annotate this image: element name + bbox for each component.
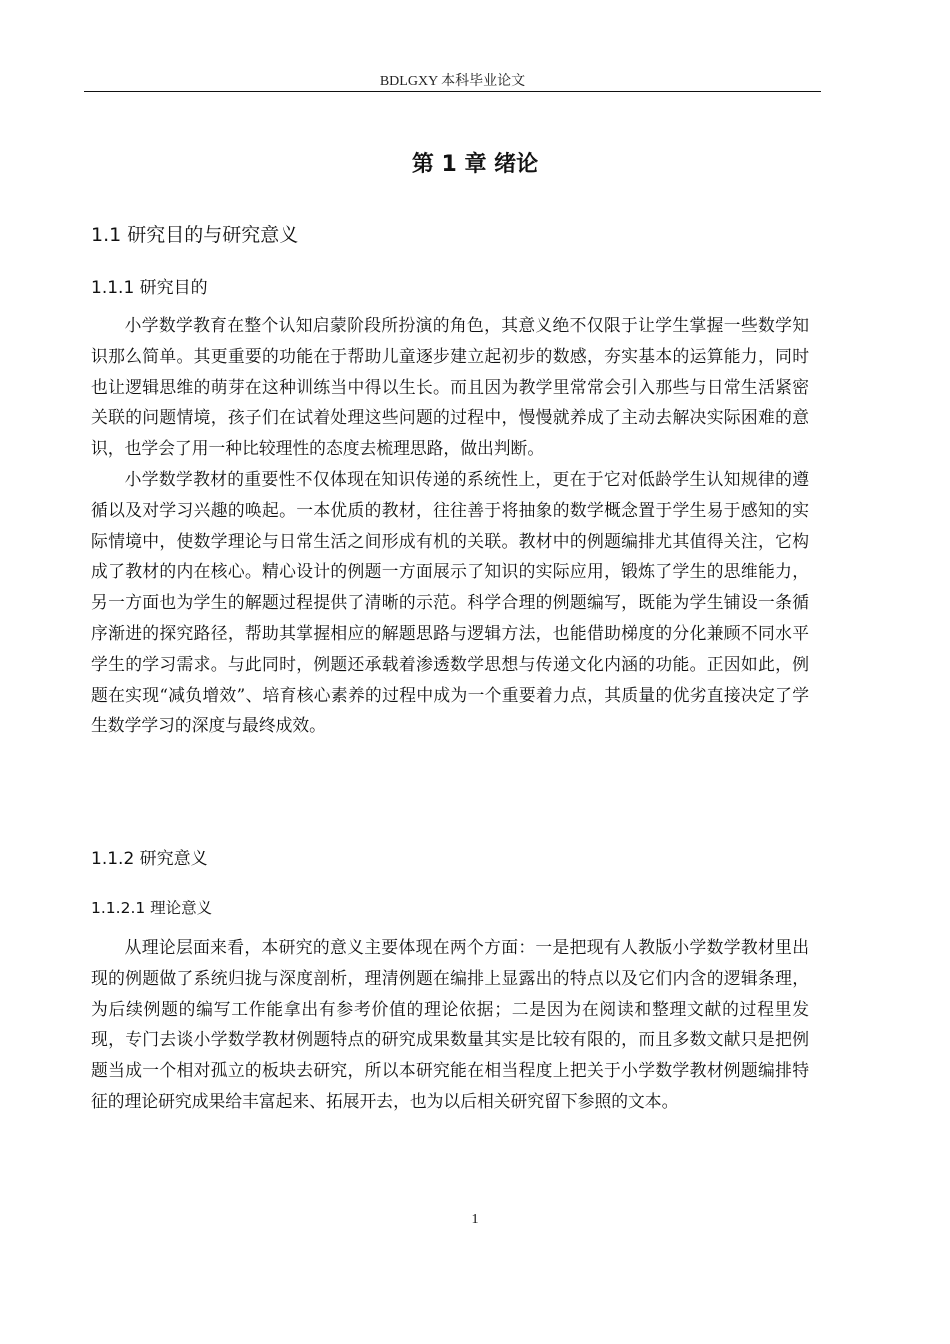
subsection-heading-1-1-1: 1.1.1 研究目的 <box>91 278 208 298</box>
page-number: 1 <box>471 1212 479 1227</box>
paragraph: 小学数学教材的重要性不仅体现在知识传递的系统性上，更在于它对低龄学生认知规律的遵循以及对学习兴趣的唤起。一本优质的教材，往往善于将抽象的数学概念置于学生易于感知的实际情境中，使数学理论与日常生活之间形成有机的关联。教材中的例题编排尤其值得关注，它构成了教材的内在核心。精心设计的例题一方面展示了知识的实际应用，锻炼了学生的思维能力，另一方面也为学生的解题过程提供了清晰的示范。科学合理的例题编写，既能为学生铺设一条循序渐进的探究路径，帮助其掌握相应的解题思路与逻辑方法，也能借助梯度的分化兼顾不同水平学生的学习需求。与此同时，例题还承载着渗透数学思想与传递文化内涵的功能。正因如此，例题在实现“减负增效”、培育核心素养的过程中成为一个重要着力点，其质量的优劣直接决定了学生数学学习的深度与最终成效。 <box>91 468 809 736</box>
paragraph: 小学数学教育在整个认知启蒙阶段所扮演的角色，其意义绝不仅限于让学生掌握一些数学知识那么简单。其更重要的功能在于帮助儿童逐步建立起初步的数感，夯实基本的运算能力，同时也让逻辑思维的萌芽在这种训练当中得以生长。而且因为教学里常常会引入那些与日常生活紧密关联的问题情境，孩子们在试着处理这些问题的过程中，慢慢就养成了主动去解决实际困难的意识，也学会了用一种比较理性的态度去梳理思路，做出判断。 <box>91 315 809 459</box>
chapter-title: 第 1 章 绪论 <box>411 152 539 177</box>
subsubsection-heading-1-1-2-1: 1.1.2.1 理论意义 <box>91 899 213 917</box>
subsection-heading-1-1-2: 1.1.2 研究意义 <box>91 849 208 869</box>
header-rule <box>84 91 821 92</box>
section-heading-1-1: 1.1 研究目的与研究意义 <box>91 224 299 246</box>
paragraph: 从理论层面来看，本研究的意义主要体现在两个方面：一是把现有人教版小学数学教材里出现的例题做了系统归拢与深度剖析，理清例题在编排上显露出的特点以及它们内含的逻辑条理，为后续例题的编写工作能拿出有参考价值的理论依据；二是因为在阅读和整理文献的过程里发现，专门去谈小学数学教材例题特点的研究成果数量其实是比较有限的，而且多数文献只是把例题当成一个相对孤立的板块去研究，所以本研究能在相当程度上把关于小学数学教材例题编排特征的理论研究成果给丰富起来、拓展开去，也为以后相关研究留下参照的文本。 <box>91 937 809 1111</box>
body-block-theoretical-significance <box>91 932 809 1117</box>
running-header: BDLGXY 本科毕业论文 <box>379 74 526 89</box>
body-block-research-purpose <box>91 310 809 741</box>
